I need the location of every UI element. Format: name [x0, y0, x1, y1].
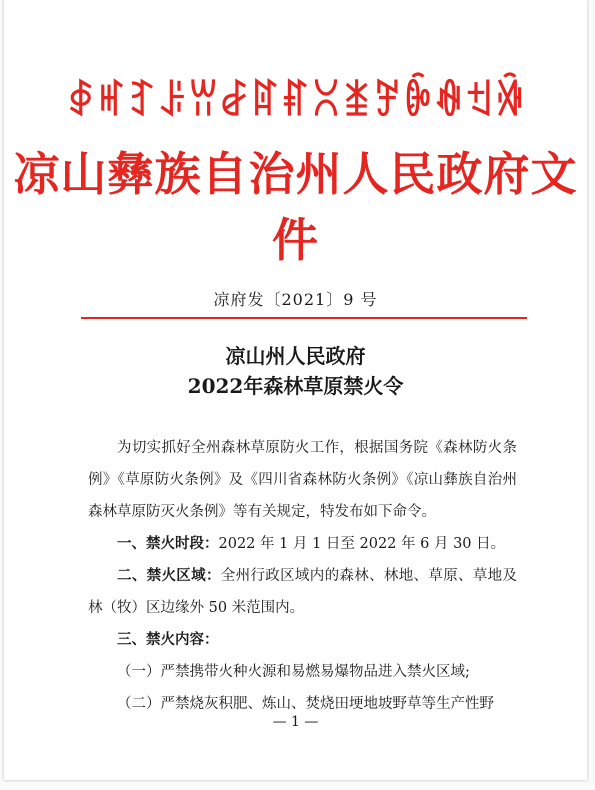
yi-glyph: ꐉ	[403, 78, 433, 125]
section-text: 2022 年 1 月 1 日至 2022 年 6 月 30 日。	[218, 536, 506, 552]
section-heading: 一、禁火时段：	[117, 535, 219, 552]
yi-glyph: ꊿ	[433, 78, 464, 125]
yi-script-header	[66, 73, 525, 126]
page-number: — 1 —	[272, 714, 319, 730]
yi-glyph: ꋅ	[495, 78, 525, 125]
yi-glyph: ꁧ	[341, 78, 372, 125]
section-text: 全州行政区域内的森林、林地、草原、草地及林（牧）区边缘外 50 米范围内。	[88, 568, 518, 616]
section-content	[88, 624, 517, 656]
document-header-title: 凉山彝族自治州人民政府文件	[13, 147, 578, 267]
yi-glyph: ꆈ	[127, 78, 157, 125]
yi-glyph: ꇤ	[311, 78, 341, 125]
issuer-name: 凉山州人民政府	[225, 344, 366, 368]
section-time	[88, 528, 517, 560]
yi-glyph: ꇉ	[66, 78, 96, 125]
list-item: （二）严禁烧灰积肥、炼山、焚烧田埂地坡野草等生产性野	[117, 696, 494, 712]
section-heading: 三、禁火内容：	[117, 631, 219, 648]
document-body	[88, 432, 517, 720]
section-area	[88, 560, 517, 624]
section-heading: 二、禁火区域：	[117, 567, 221, 584]
document-page	[4, 0, 587, 780]
yi-glyph: ꐥ	[280, 78, 311, 125]
order-title: 2022年森林草原禁火令	[187, 374, 404, 398]
document-number: 凉府发〔2021〕9 号	[213, 290, 378, 309]
yi-glyph: ꀕ	[188, 78, 219, 125]
yi-glyph: ꆀ	[219, 78, 249, 125]
red-divider	[81, 317, 527, 319]
yi-glyph: ꌠ	[157, 78, 188, 125]
yi-glyph: ꎇ	[372, 78, 403, 125]
preamble-paragraph: 为切实抓好全州森林草原防火工作，根据国务院《森林防火条例》《草原防火条例》及《四川省森林防火条例》《凉山彝族自治州森林草原防灭火条例》等有关规定，特发布如下命令。	[88, 440, 517, 520]
yi-glyph: ꎭ	[96, 78, 127, 125]
list-item: （一）严禁携带火种火源和易燃易爆物品进入禁火区域;	[117, 664, 470, 680]
yi-glyph: ꉬ	[464, 78, 495, 125]
yi-glyph: ꍏ	[249, 78, 280, 125]
